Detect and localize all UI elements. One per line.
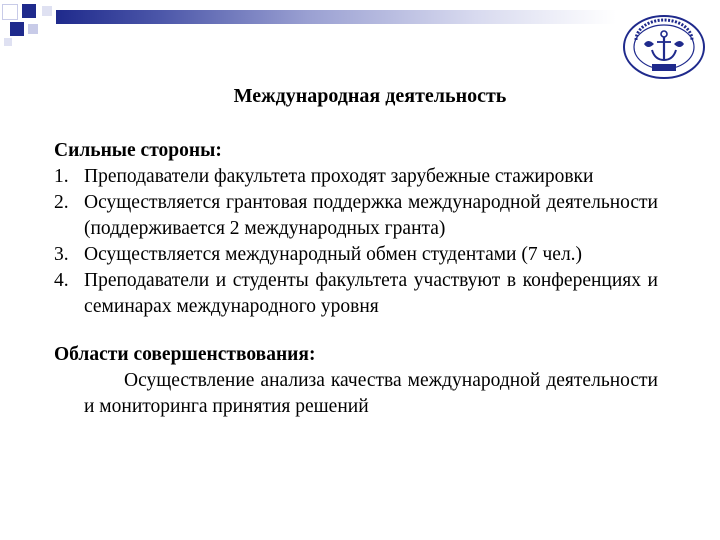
decorative-squares xyxy=(0,0,60,52)
university-seal-logo xyxy=(622,14,706,80)
strengths-heading: Сильные стороны: xyxy=(54,140,222,161)
list-item xyxy=(54,190,658,242)
list-item-text: Преподаватели факультета проходят зарубежные стажировки xyxy=(84,166,594,187)
improvements-heading: Области совершенствования: xyxy=(54,344,316,365)
list-item-text: Осуществляется международный обмен студентами (7 чел.) xyxy=(84,244,583,265)
list-item-text: Преподаватели и студенты факультета участвуют в конференциях и семинарах международного уровня xyxy=(84,270,658,317)
improvements-text-block xyxy=(54,368,658,420)
header-gradient-bar xyxy=(56,10,616,24)
list-item-number: 1. xyxy=(54,166,69,187)
deco-square xyxy=(10,22,24,36)
deco-square xyxy=(2,4,18,20)
list-item-text: Осуществляется грантовая поддержка международной деятельности (поддерживается 2 международных гранта) xyxy=(84,192,658,239)
strengths-list xyxy=(54,164,658,320)
list-item-number: 2. xyxy=(54,192,69,213)
list-item-number: 3. xyxy=(54,244,69,265)
list-item xyxy=(54,268,658,320)
list-item xyxy=(54,164,658,190)
list-item-number: 4. xyxy=(54,270,69,291)
deco-square xyxy=(28,24,38,34)
deco-square xyxy=(42,6,52,16)
improvements-text: Осуществление анализа качества международной деятельности и мониторинга принятия решений xyxy=(84,370,658,417)
page-title: Международная деятельность xyxy=(233,85,507,107)
main-content xyxy=(54,138,658,420)
deco-square xyxy=(4,38,12,46)
list-item xyxy=(54,242,658,268)
deco-square xyxy=(22,4,36,18)
